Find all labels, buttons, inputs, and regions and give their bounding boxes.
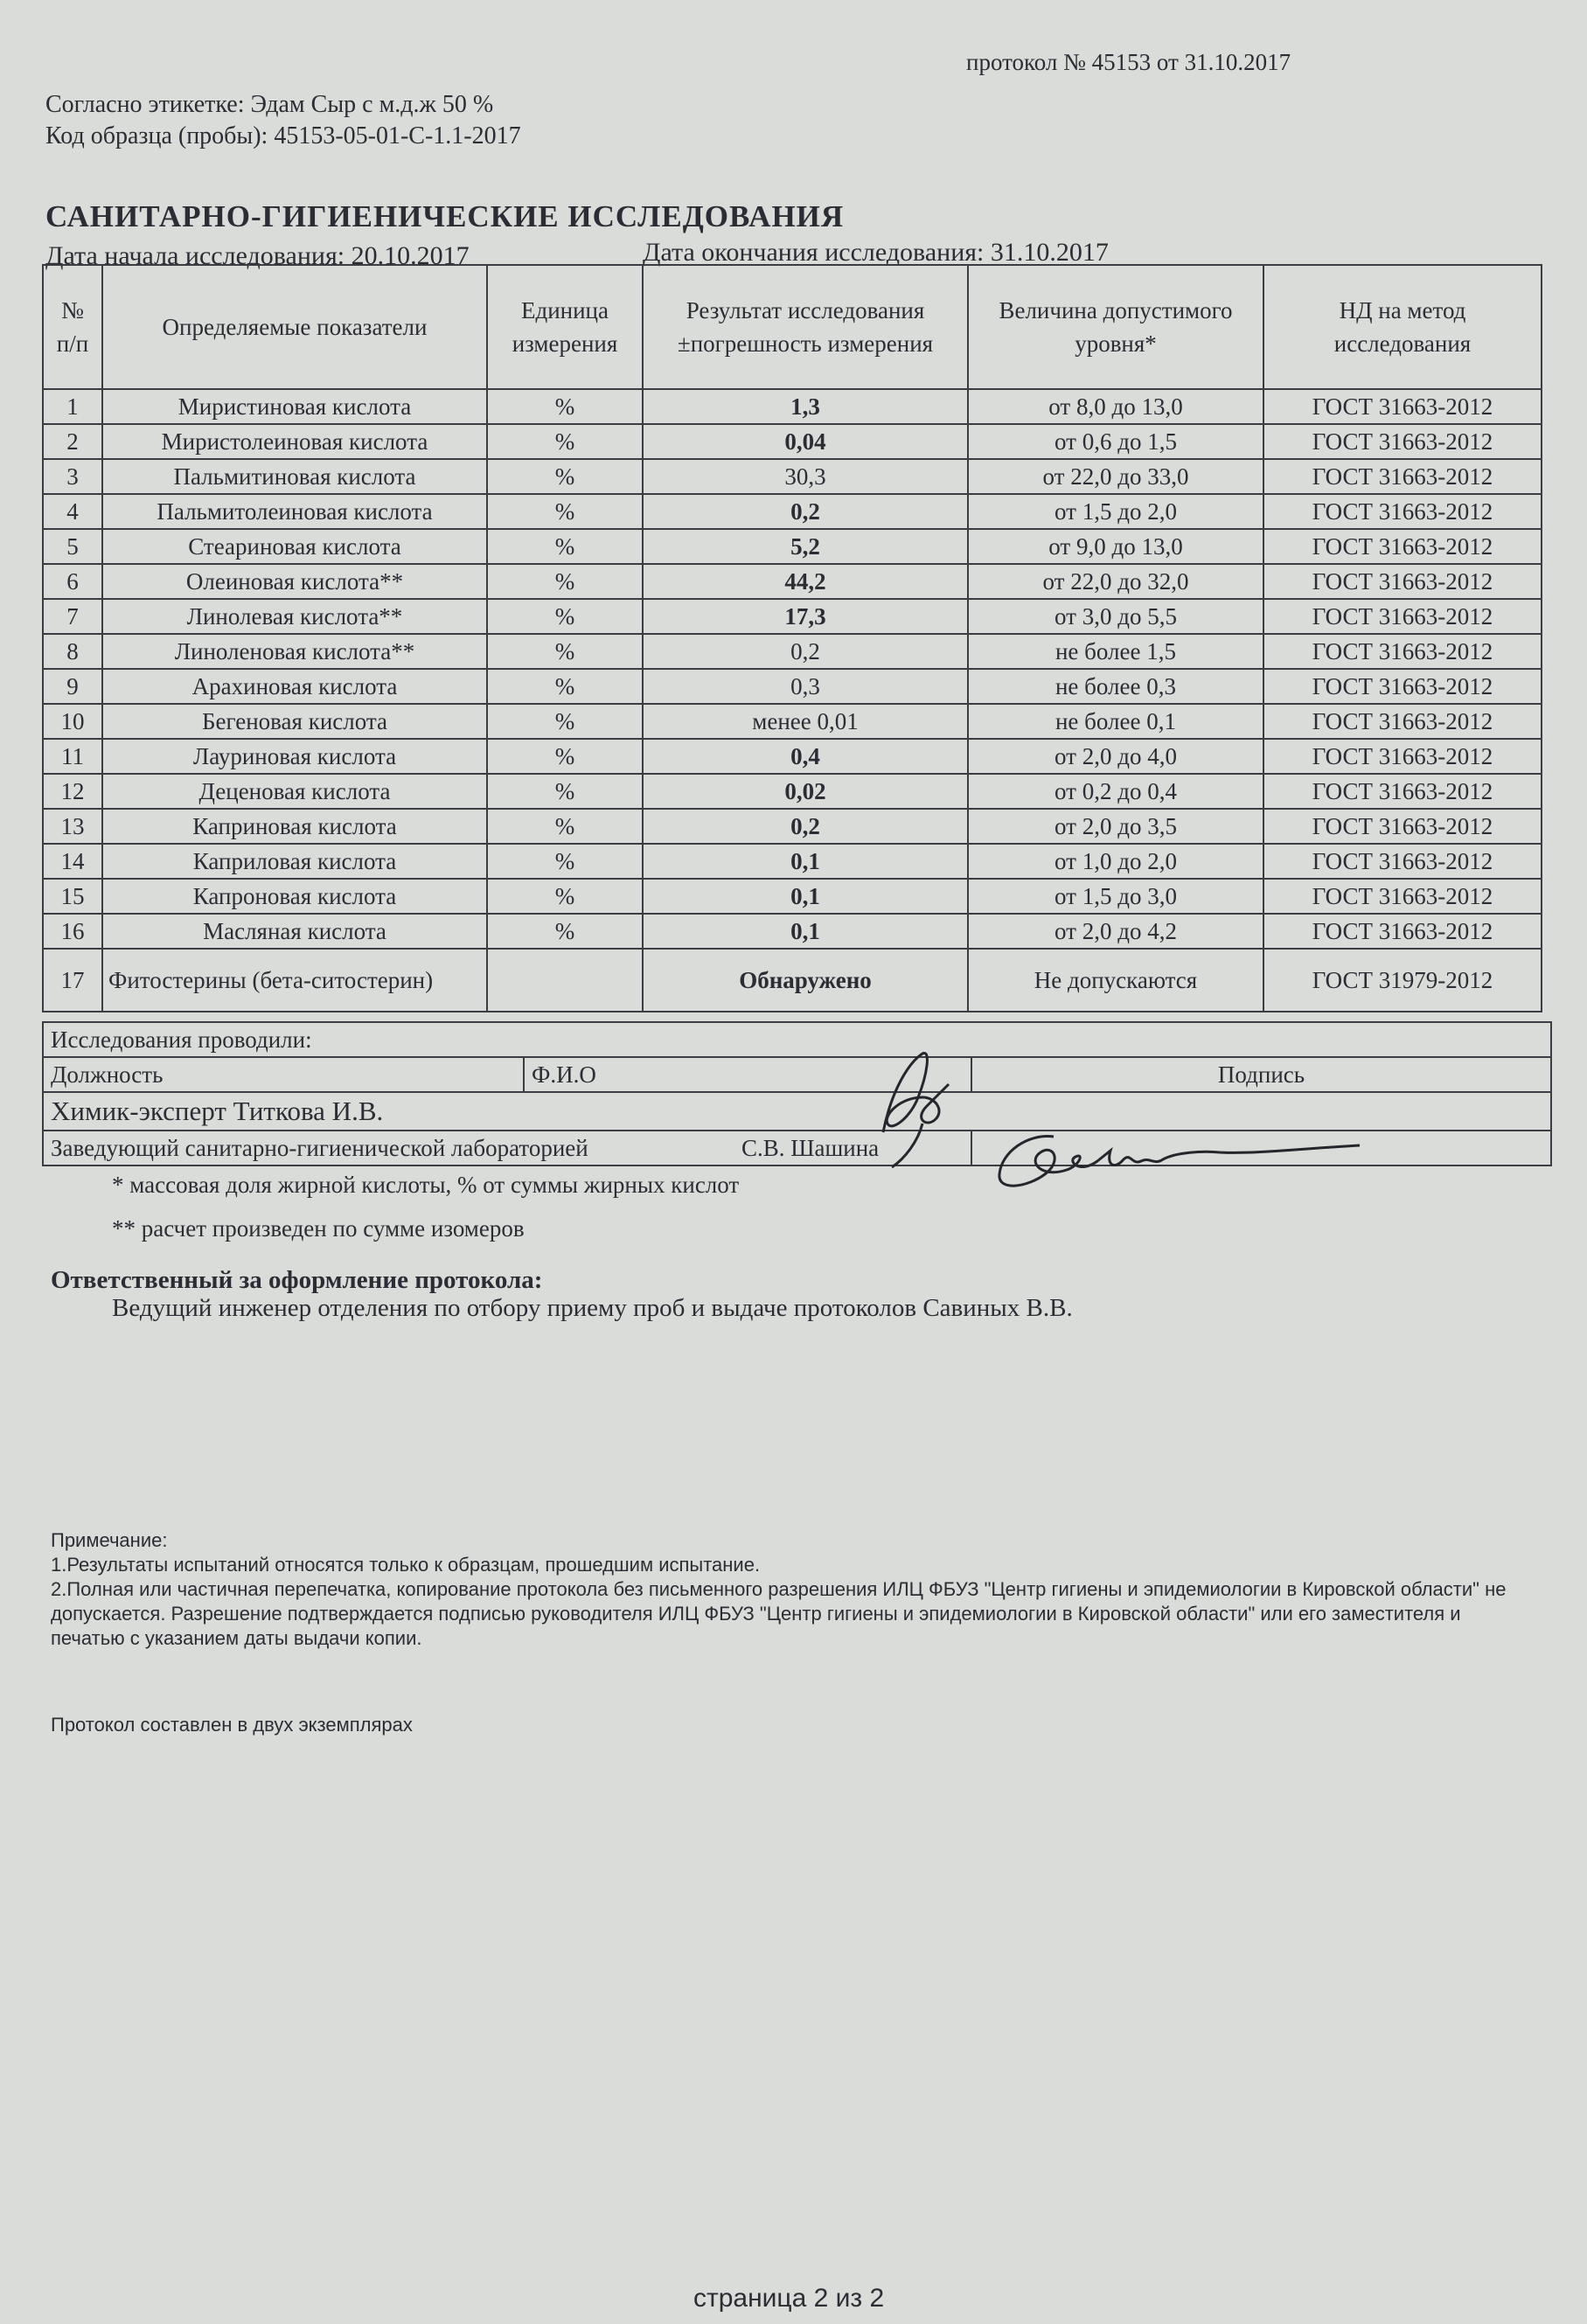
- row-result: 0,2: [643, 494, 968, 529]
- date-end: Дата окончания исследования: 31.10.2017: [643, 238, 1109, 267]
- row-indicator: Стеариновая кислота: [102, 529, 487, 564]
- row-method: ГОСТ 31663-2012: [1263, 809, 1542, 844]
- row-indicator: Бегеновая кислота: [102, 704, 487, 739]
- row-method: ГОСТ 31663-2012: [1263, 459, 1542, 494]
- row-indicator: Масляная кислота: [102, 914, 487, 949]
- head-name: С.В. Шашина: [741, 1134, 880, 1161]
- row-method: ГОСТ 31663-2012: [1263, 739, 1542, 774]
- row-unit: %: [487, 424, 643, 459]
- row-num: 7: [43, 599, 102, 634]
- row-unit: %: [487, 564, 643, 599]
- row-indicator: Линолевая кислота**: [102, 599, 487, 634]
- chemist-row: [43, 1092, 1551, 1131]
- date-start: Дата начала исследования: 20.10.2017: [45, 241, 470, 270]
- header-result: Результат исследования ±погрешность измерения: [643, 265, 968, 389]
- row-indicator: Каприновая кислота: [102, 809, 487, 844]
- row-limit: от 1,0 до 2,0: [968, 844, 1263, 879]
- copies-note: Протокол составлен в двух экземплярах: [51, 1714, 413, 1736]
- row-indicator: Линоленовая кислота**: [102, 634, 487, 669]
- footnote-single: * массовая доля жирной кислоты, % от суммы жирных кислот: [112, 1172, 740, 1198]
- row-num: 4: [43, 494, 102, 529]
- table-row: [43, 669, 1542, 704]
- row-unit: %: [487, 669, 643, 704]
- table-row: [43, 774, 1542, 809]
- row-unit: %: [487, 529, 643, 564]
- row-result: 30,3: [643, 459, 968, 494]
- row-indicator: Пальмитиновая кислота: [102, 459, 487, 494]
- row-result: 5,2: [643, 529, 968, 564]
- row-num: 3: [43, 459, 102, 494]
- note-item-2: 2.Полная или частичная перепечатка, копирование протокола без письменного разрешения ИЛЦ ФБУЗ "Центр гигиены и эпидемиологии в Кировской области" не допускается. Разрешение подтверждается подписью руководителя ИЛЦ ФБУЗ "Центр гигиены и эпидемиологии в Кировской области" или его заместителя и печатью с указанием даты выдачи копии.: [51, 1578, 1507, 1649]
- header-indicator: Определяемые показатели: [102, 265, 487, 389]
- footnote-double: ** расчет произведен по сумме изомеров: [112, 1215, 525, 1242]
- header-unit: Единица измерения: [487, 265, 643, 389]
- row-method: ГОСТ 31663-2012: [1263, 529, 1542, 564]
- row-method: ГОСТ 31663-2012: [1263, 424, 1542, 459]
- row-result: 0,1: [643, 879, 968, 914]
- row-unit: %: [487, 389, 643, 424]
- row-num: 10: [43, 704, 102, 739]
- row-unit: %: [487, 494, 643, 529]
- table-row: [43, 809, 1542, 844]
- row-indicator: Фитостерины (бета-ситостерин): [102, 949, 487, 1012]
- row-indicator: Миристиновая кислота: [102, 389, 487, 424]
- row-num: 8: [43, 634, 102, 669]
- table-row: [43, 494, 1542, 529]
- row-result: менее 0,01: [643, 704, 968, 739]
- row-num: 15: [43, 879, 102, 914]
- row-limit: от 2,0 до 3,5: [968, 809, 1263, 844]
- table-row: [43, 389, 1542, 424]
- table-row: [43, 599, 1542, 634]
- notes-heading: Примечание:: [51, 1529, 168, 1551]
- row-indicator: Капроновая кислота: [102, 879, 487, 914]
- notes-block: [51, 1528, 1537, 1651]
- chemist-signature: [839, 1036, 971, 1176]
- row-result: 0,02: [643, 774, 968, 809]
- row-result: 0,1: [643, 844, 968, 879]
- row-method: ГОСТ 31663-2012: [1263, 774, 1542, 809]
- row-indicator: Каприловая кислота: [102, 844, 487, 879]
- row-unit: %: [487, 879, 643, 914]
- row-limit: Не допускаются: [968, 949, 1263, 1012]
- row-result: 0,4: [643, 739, 968, 774]
- row-result: 0,04: [643, 424, 968, 459]
- row-indicator: Олеиновая кислота**: [102, 564, 487, 599]
- table-row: [43, 949, 1542, 1012]
- row-indicator: Лауриновая кислота: [102, 739, 487, 774]
- responsible-person: Ведущий инженер отделения по отбору приему проб и выдаче протоколов Савиных В.В.: [112, 1294, 1073, 1322]
- row-num: 5: [43, 529, 102, 564]
- row-num: 9: [43, 669, 102, 704]
- row-unit: %: [487, 914, 643, 949]
- table-row: [43, 704, 1542, 739]
- table-row: [43, 424, 1542, 459]
- row-indicator: Пальмитолеиновая кислота: [102, 494, 487, 529]
- page-number: страница 2 из 2: [693, 2284, 885, 2313]
- row-limit: не более 0,1: [968, 704, 1263, 739]
- table-row: [43, 879, 1542, 914]
- sample-code: Код образца (пробы): 45153-05-01-С-1.1-2017: [45, 122, 521, 150]
- table-row: [43, 634, 1542, 669]
- row-method: ГОСТ 31979-2012: [1263, 949, 1542, 1012]
- row-result: 44,2: [643, 564, 968, 599]
- row-indicator: Миристолеиновая кислота: [102, 424, 487, 459]
- row-method: ГОСТ 31663-2012: [1263, 914, 1542, 949]
- table-row: [43, 529, 1542, 564]
- row-num: 12: [43, 774, 102, 809]
- header-method: НД на метод исследования: [1263, 265, 1542, 389]
- row-limit: от 3,0 до 5,5: [968, 599, 1263, 634]
- row-indicator: Арахиновая кислота: [102, 669, 487, 704]
- row-result: 0,2: [643, 809, 968, 844]
- row-result: 0,2: [643, 634, 968, 669]
- row-result: 1,3: [643, 389, 968, 424]
- table-header-row: [43, 265, 1542, 389]
- row-result: 0,1: [643, 914, 968, 949]
- row-num: 16: [43, 914, 102, 949]
- row-method: ГОСТ 31663-2012: [1263, 669, 1542, 704]
- position-column-label: Должность: [43, 1057, 524, 1092]
- row-limit: не более 1,5: [968, 634, 1263, 669]
- head-position: Заведующий санитарно-гигиенической лабораторией: [51, 1134, 588, 1161]
- row-unit: %: [487, 844, 643, 879]
- signers-heading-row: [43, 1022, 1551, 1057]
- row-limit: от 2,0 до 4,0: [968, 739, 1263, 774]
- row-limit: от 8,0 до 13,0: [968, 389, 1263, 424]
- row-result: 0,3: [643, 669, 968, 704]
- section-title: САНИТАРНО-ГИГИЕНИЧЕСКИЕ ИССЛЕДОВАНИЯ: [45, 199, 845, 233]
- row-limit: не более 0,3: [968, 669, 1263, 704]
- header-limit: Величина допустимого уровня*: [968, 265, 1263, 389]
- row-limit: от 0,6 до 1,5: [968, 424, 1263, 459]
- table-row: [43, 564, 1542, 599]
- conducted-by-label: Исследования проводили:: [43, 1022, 1551, 1057]
- row-unit: %: [487, 774, 643, 809]
- row-num: 17: [43, 949, 102, 1012]
- label-line: Согласно этикетке: Эдам Сыр с м.д.ж 50 %: [45, 91, 494, 118]
- note-item-1: 1.Результаты испытаний относятся только к образцам, прошедшим испытание.: [51, 1554, 761, 1576]
- table-row: [43, 914, 1542, 949]
- row-limit: от 22,0 до 33,0: [968, 459, 1263, 494]
- row-result: 17,3: [643, 599, 968, 634]
- row-indicator: Деценовая кислота: [102, 774, 487, 809]
- responsible-title: Ответственный за оформление протокола:: [51, 1266, 543, 1294]
- row-method: ГОСТ 31663-2012: [1263, 389, 1542, 424]
- row-limit: от 2,0 до 4,2: [968, 914, 1263, 949]
- row-num: 14: [43, 844, 102, 879]
- table-row: [43, 459, 1542, 494]
- row-unit: [487, 949, 643, 1012]
- table-row: [43, 739, 1542, 774]
- row-unit: %: [487, 634, 643, 669]
- results-table: [42, 264, 1542, 1012]
- table-row: [43, 844, 1542, 879]
- row-limit: от 9,0 до 13,0: [968, 529, 1263, 564]
- row-limit: от 1,5 до 3,0: [968, 879, 1263, 914]
- signers-columns-row: [43, 1057, 1551, 1092]
- row-result: Обнаружено: [643, 949, 968, 1012]
- row-unit: %: [487, 704, 643, 739]
- row-limit: от 1,5 до 2,0: [968, 494, 1263, 529]
- chemist-name: Химик-эксперт Титкова И.В.: [43, 1092, 1551, 1131]
- row-method: ГОСТ 31663-2012: [1263, 704, 1542, 739]
- protocol-number: протокол № 45153 от 31.10.2017: [966, 49, 1291, 75]
- signature-column-label: Подпись: [971, 1057, 1551, 1092]
- row-num: 13: [43, 809, 102, 844]
- row-method: ГОСТ 31663-2012: [1263, 564, 1542, 599]
- row-limit: от 0,2 до 0,4: [968, 774, 1263, 809]
- name-column-label: Ф.И.О: [524, 1057, 971, 1092]
- row-unit: %: [487, 739, 643, 774]
- row-method: ГОСТ 31663-2012: [1263, 879, 1542, 914]
- row-num: 11: [43, 739, 102, 774]
- head-signature: [992, 1126, 1377, 1196]
- header-num: № п/п: [43, 265, 102, 389]
- row-unit: %: [487, 459, 643, 494]
- row-method: ГОСТ 31663-2012: [1263, 494, 1542, 529]
- row-method: ГОСТ 31663-2012: [1263, 599, 1542, 634]
- row-num: 1: [43, 389, 102, 424]
- row-num: 2: [43, 424, 102, 459]
- row-method: ГОСТ 31663-2012: [1263, 634, 1542, 669]
- row-unit: %: [487, 599, 643, 634]
- row-method: ГОСТ 31663-2012: [1263, 844, 1542, 879]
- row-unit: %: [487, 809, 643, 844]
- head-of-lab: [43, 1131, 971, 1165]
- row-num: 6: [43, 564, 102, 599]
- row-limit: от 22,0 до 32,0: [968, 564, 1263, 599]
